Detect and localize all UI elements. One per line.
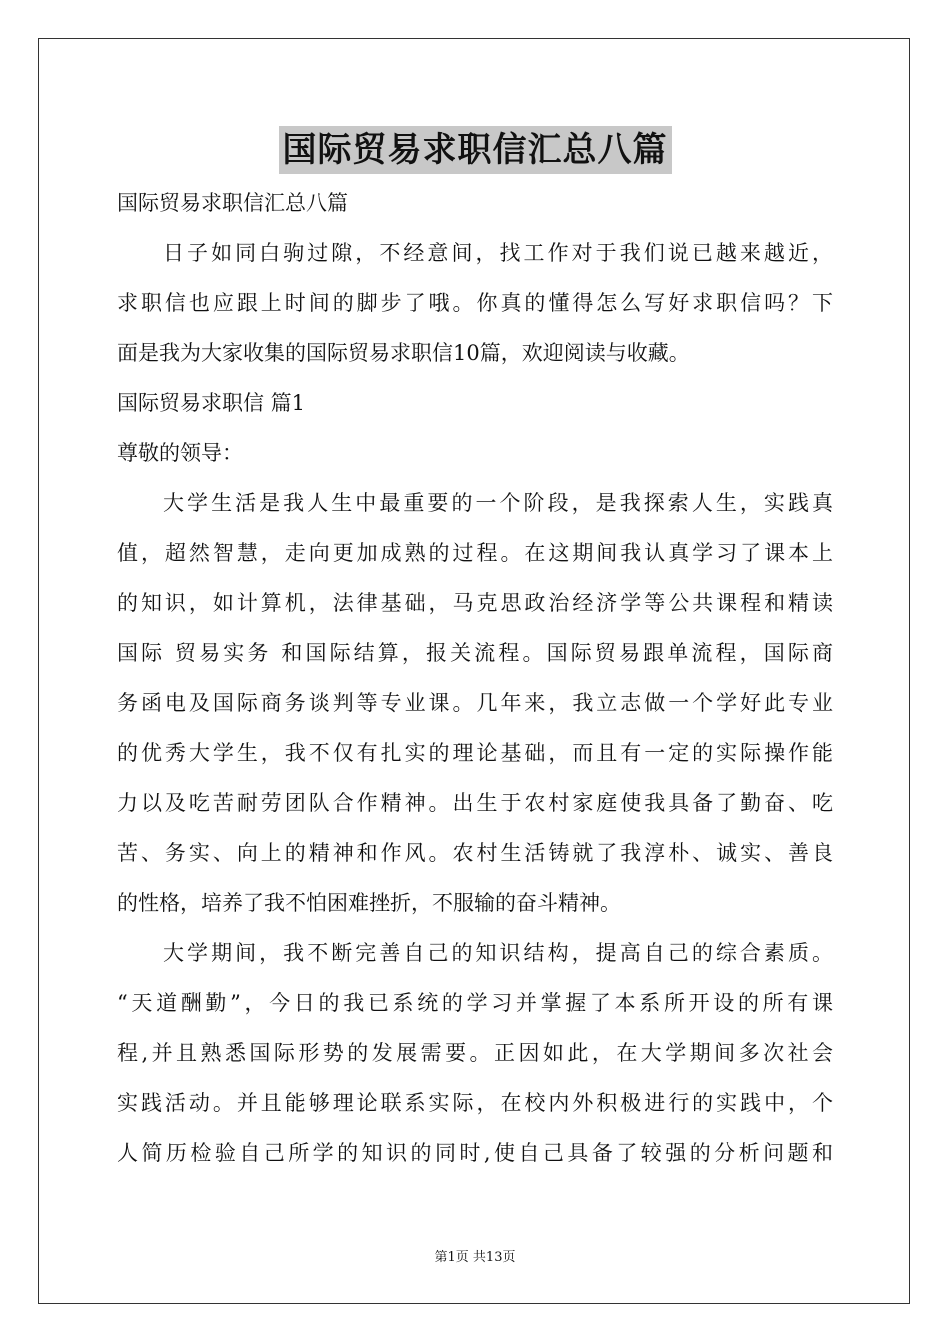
paragraph-line: 力以及吃苦耐劳团队合作精神。出生于农村家庭使我具备了勤奋、吃 xyxy=(117,791,833,815)
paragraph-line: 的知识，如计算机，法律基础，马克思政治经济学等公共课程和精读 xyxy=(117,591,833,615)
paragraph-line: 务函电及国际商务谈判等专业课。几年来，我立志做一个学好此专业 xyxy=(117,691,833,715)
paragraph-line: 值，超然智慧，走向更加成熟的过程。在这期间我认真学习了课本上 xyxy=(117,541,833,565)
document-body xyxy=(117,178,833,1178)
paragraph-line: 大学生活是我人生中最重要的一个阶段，是我探索人生，实践真 xyxy=(163,491,833,515)
page-footer: 第1页 共13页 xyxy=(434,1250,516,1265)
paragraph-line: 的性格，培养了我不怕困难挫折，不服输的奋斗精神。 xyxy=(117,891,621,915)
section-heading: 国际贸易求职信 篇1 xyxy=(117,391,306,415)
paragraph-line: 的优秀大学生，我不仅有扎实的理论基础，而且有一定的实际操作能 xyxy=(117,741,833,765)
subtitle-line: 国际贸易求职信汇总八篇 xyxy=(117,191,348,215)
paragraph-line: “天道酬勤”，今日的我已系统的学习并掌握了本系所开设的所有课 xyxy=(117,991,833,1015)
paragraph-line: 国际 贸易实务 和国际结算，报关流程。国际贸易跟单流程，国际商 xyxy=(117,641,833,665)
paragraph-line: 程,并且熟悉国际形势的发展需要。正因如此，在大学期间多次社会 xyxy=(117,1041,833,1065)
paragraph-line: 大学期间，我不断完善自己的知识结构，提高自己的综合素质。 xyxy=(163,941,833,965)
paragraph-line: 面是我为大家收集的国际贸易求职信10篇，欢迎阅读与收藏。 xyxy=(117,341,690,365)
paragraph-line: 实践活动。并且能够理论联系实际，在校内外积极进行的实践中，个 xyxy=(117,1091,833,1115)
paragraph-line: 日子如同白驹过隙，不经意间，找工作对于我们说已越来越近， xyxy=(163,241,833,265)
paragraph-line: 苦、务实、向上的精神和作风。农村生活铸就了我淳朴、诚实、善良 xyxy=(117,841,833,865)
document-title: 国际贸易求职信汇总八篇 xyxy=(279,126,672,174)
paragraph-line: 人简历检验自己所学的知识的同时,使自己具备了较强的分析问题和 xyxy=(117,1141,833,1165)
salutation: 尊敬的领导： xyxy=(117,441,243,465)
title-container xyxy=(0,126,950,174)
paragraph-line: 求职信也应跟上时间的脚步了哦。你真的懂得怎么写好求职信吗？下 xyxy=(117,291,833,315)
